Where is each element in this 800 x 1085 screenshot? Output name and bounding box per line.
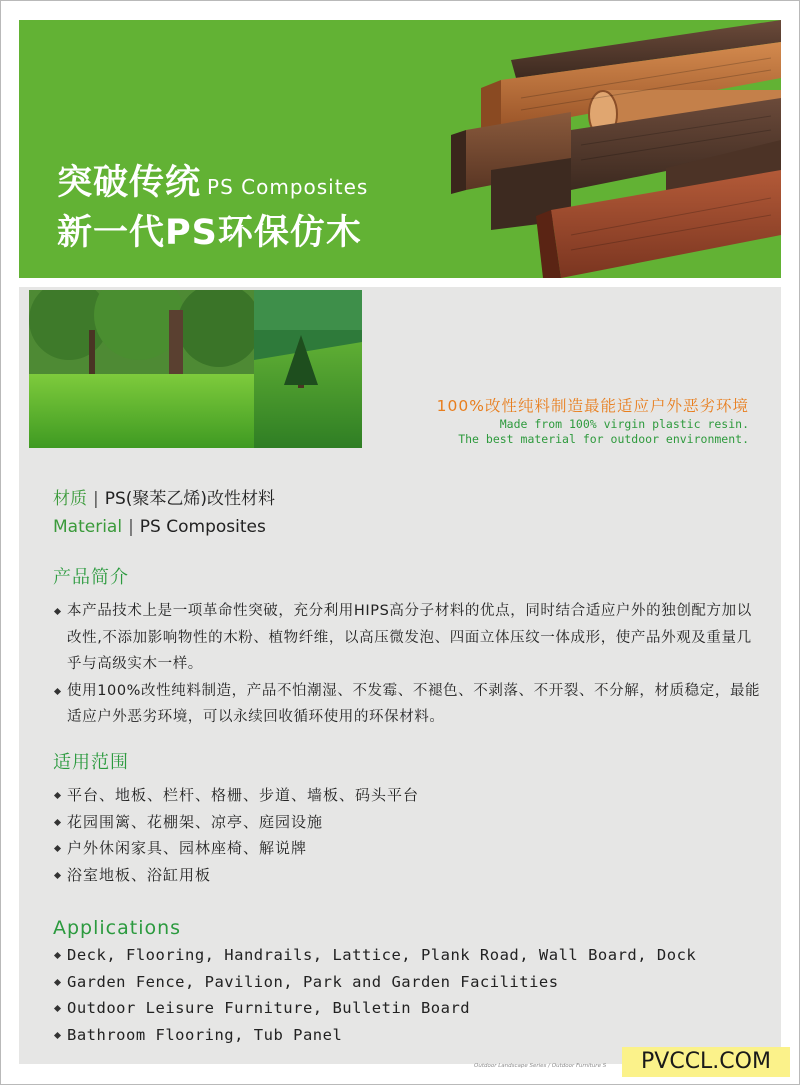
- slogan-en-line1: Made from 100% virgin plastic resin.: [499, 417, 749, 431]
- list-item: 本产品技术上是一项革命性突破，充分利用HIPS高分子材料的优点，同时结合适应户外的独创配方加以改性,不添加影响物性的木粉、植物纤维，以高压微发泡、四面立体压纹一体成形，使产品外观及重量几乎与高级实木一样。: [53, 598, 765, 678]
- landscape-photo: [29, 290, 362, 448]
- intro-heading: 产品简介: [53, 567, 129, 588]
- scope-list: [53, 782, 419, 888]
- site-watermark: PVCCL.COM: [622, 1047, 790, 1077]
- slogan: [437, 395, 749, 447]
- material-separator: |: [128, 517, 134, 537]
- list-item: Deck, Flooring, Handrails, Lattice, Plank Road, Wall Board, Dock: [53, 942, 696, 969]
- list-item: 使用100%改性纯料制造，产品不怕潮湿、不发霉、不褪色、不剥落、不开裂、不分解，材质稳定，最能适应户外恶劣环境，可以永续回收循环使用的环保材料。: [53, 678, 765, 731]
- slogan-cn: 100%改性纯料制造最能适应户外恶劣环境: [436, 397, 749, 415]
- title-sub: PS Composites: [207, 175, 369, 199]
- header-title: [57, 160, 368, 256]
- material-cn-label: 材质: [53, 489, 87, 509]
- material-separator: |: [93, 489, 99, 509]
- list-item: Bathroom Flooring, Tub Panel: [53, 1022, 696, 1049]
- list-item: 花园围篱、花棚架、凉亭、庭园设施: [53, 809, 419, 836]
- applications-heading: Applications: [53, 917, 182, 939]
- list-item: Outdoor Leisure Furniture, Bulletin Board: [53, 995, 696, 1022]
- list-item: 平台、地板、栏杆、格栅、步道、墙板、码头平台: [53, 782, 419, 809]
- intro-list: [53, 598, 765, 731]
- applications-list: [53, 942, 696, 1048]
- lumber-image: [451, 20, 781, 278]
- list-item: Garden Fence, Pavilion, Park and Garden Facilities: [53, 969, 696, 996]
- content-panel: [19, 287, 781, 1064]
- series-caption: Outdoor Landscape Series / Outdoor Furniture S: [474, 1063, 607, 1069]
- slogan-en-line2: The best material for outdoor environment.: [458, 432, 749, 446]
- material-en-value: PS Composites: [139, 517, 266, 537]
- material-spec: [53, 485, 275, 541]
- list-item: 户外休闲家具、园林座椅、解说牌: [53, 835, 419, 862]
- material-en-label: Material: [53, 517, 123, 537]
- material-cn-value: PS(聚苯乙烯)改性材料: [104, 489, 276, 509]
- scope-heading: 适用范围: [53, 752, 129, 773]
- title-line2: 新一代PS环保仿木: [57, 213, 362, 253]
- title-line1: 突破传统: [57, 163, 202, 203]
- header-banner: [19, 20, 781, 278]
- list-item: 浴室地板、浴缸用板: [53, 862, 419, 889]
